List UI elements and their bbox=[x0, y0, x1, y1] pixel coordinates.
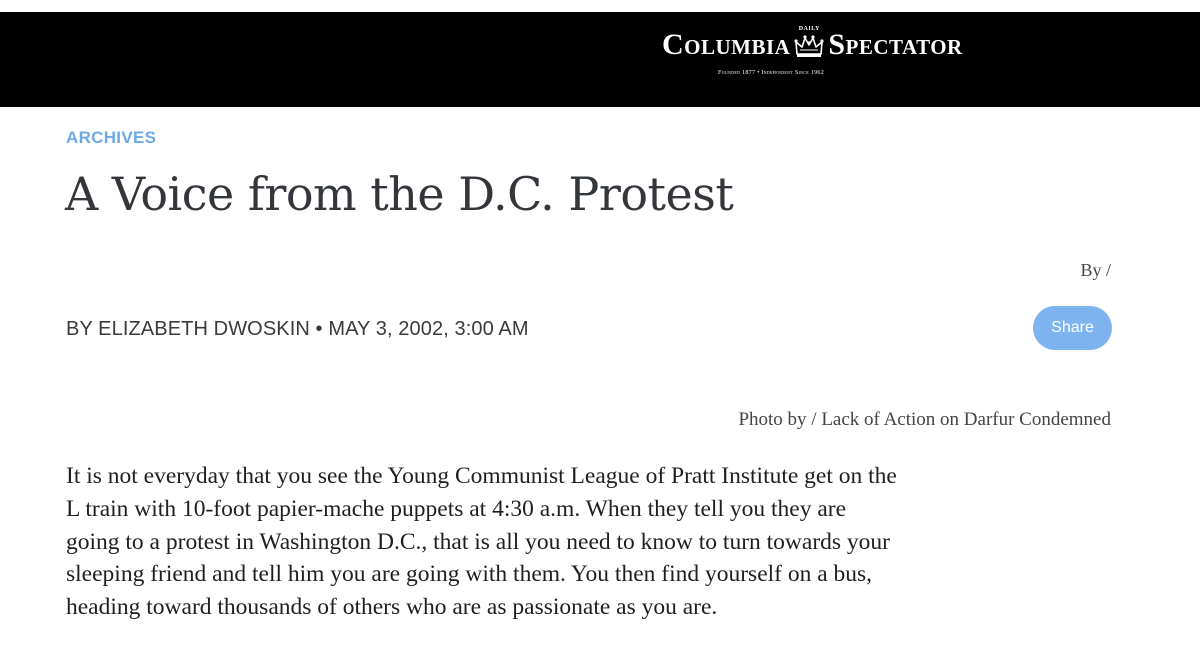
logo-daily-word: DAILY bbox=[798, 26, 820, 32]
page-top-edge bbox=[0, 0, 1200, 12]
logo-wordmark bbox=[662, 26, 963, 61]
article-body-line: heading toward thousands of others who are as passionate as you are. bbox=[66, 594, 718, 621]
section-label-archives[interactable]: ARCHIVES bbox=[66, 128, 157, 147]
share-button[interactable]: Share bbox=[1033, 306, 1112, 350]
logo-word-columbia: Columbia bbox=[662, 28, 791, 61]
article-body-line: going to a protest in Washington D.C., that is all you need to know to turn towards your bbox=[66, 528, 891, 555]
article-body bbox=[66, 460, 1116, 624]
article-title: A Voice from the D.C. Protest bbox=[65, 167, 734, 221]
crown-icon bbox=[790, 26, 828, 60]
logo-subtitle: Founded 1877 • Independent Since 1962 bbox=[718, 70, 825, 76]
article-byline: BY ELIZABETH DWOSKIN • MAY 3, 2002, 3:00 AM bbox=[66, 318, 529, 340]
article-body-line: sleeping friend and tell him you are going with them. You then find yourself on a bus, bbox=[66, 561, 873, 588]
photo-credit: Photo by / Lack of Action on Darfur Condemned bbox=[738, 409, 1111, 430]
logo-word-spectator: Spectator bbox=[828, 28, 963, 61]
site-logo[interactable] bbox=[662, 26, 963, 80]
author-credit: By / bbox=[1080, 260, 1111, 280]
article-body-line: It is not everyday that you see the Young Communist League of Pratt Institute get on the bbox=[66, 463, 897, 489]
site-header bbox=[0, 12, 1200, 107]
article-body-line: L train with 10-foot papier-mache puppets at 4:30 a.m. When they tell you they are bbox=[66, 495, 847, 522]
